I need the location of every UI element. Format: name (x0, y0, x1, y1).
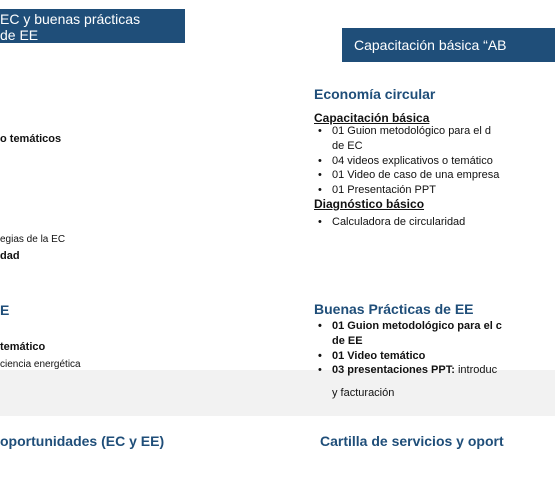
left-banner-line2: de EE (0, 27, 39, 43)
list-item: • 01 Guion metodológico para el c (318, 320, 502, 332)
left-footer: oportunidades (EC y EE) (0, 433, 165, 449)
list-item-continuation: y facturación (332, 387, 395, 399)
list-item: • 01 Video temático (318, 350, 426, 362)
left-fragment-estrategias: egias de la EC (0, 234, 66, 245)
right-banner-title: Capacitación básica “AB (354, 37, 507, 53)
right-footer: Cartilla de servicios y oport (320, 433, 504, 449)
list-item: • 03 presentaciones PPT: introduc (318, 364, 498, 376)
left-fragment-eficiencia: ciencia energética (0, 359, 81, 370)
left-fragment-tematico: temático (0, 341, 46, 353)
left-fragment-temas: o temáticos (0, 133, 62, 145)
list-item-continuation: de EC (332, 140, 363, 152)
subsection-diagnostico-basico: Diagnóstico básico (314, 197, 425, 211)
list-item-continuation: de EE (332, 335, 363, 347)
section-economia-circular-title: Economía circular (314, 86, 436, 102)
left-fragment-e-heading: E (0, 302, 10, 318)
left-banner-line1: EC y buenas prácticas (0, 11, 141, 27)
left-fragment-dad: dad (0, 250, 20, 262)
list-item: • Calculadora de circularidad (318, 216, 466, 228)
right-banner (342, 28, 555, 62)
list-item: • 04 videos explicativos o temático (318, 155, 493, 167)
list-item: • 01 Presentación PPT (318, 184, 436, 196)
left-banner (0, 9, 185, 43)
list-item: • 01 Guion metodológico para el d (318, 125, 491, 137)
subsection-capacitacion-basica: Capacitación básica (314, 111, 430, 125)
list-item: • 01 Video de caso de una empresa (318, 169, 500, 181)
section-buenas-practicas-title: Buenas Prácticas de EE (314, 301, 474, 317)
